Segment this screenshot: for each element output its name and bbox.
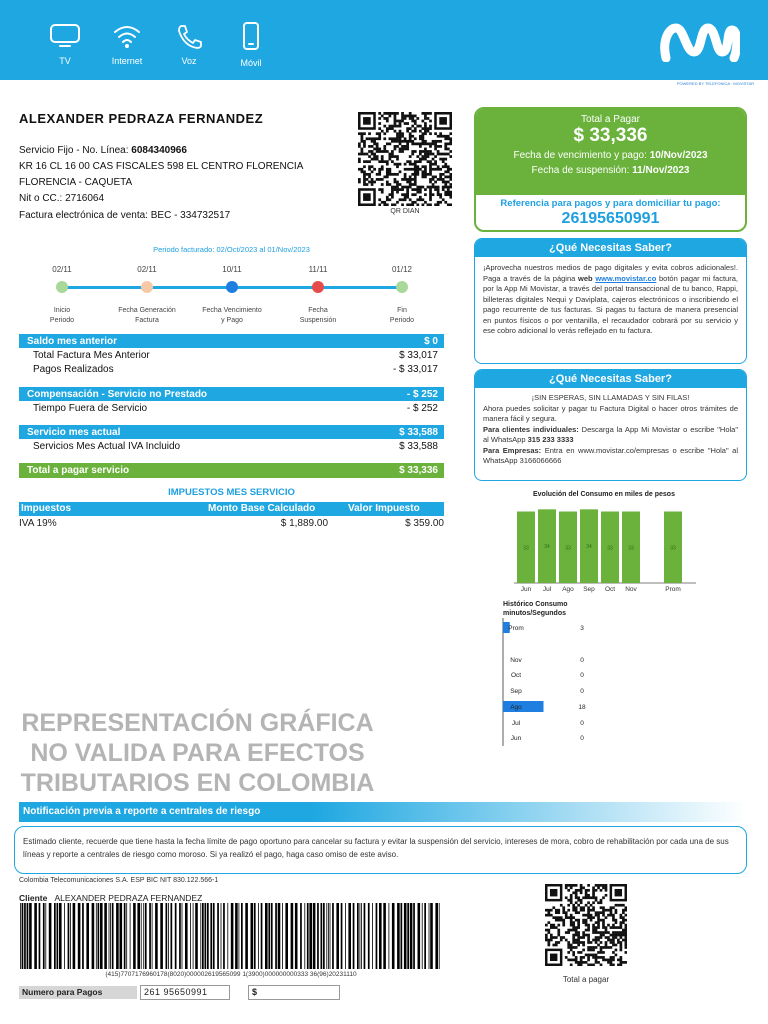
taxes-row — [19, 518, 444, 532]
minutes-category: Prom — [508, 625, 524, 632]
line-value: - $ 252 — [406, 403, 438, 414]
timeline-label: Inicio Periodo — [49, 307, 75, 324]
taxes-col-header: Valor Impuesto — [348, 503, 420, 514]
consumption-value: 33 — [670, 545, 676, 552]
movistar-site-link[interactable]: www.movistar.co — [595, 273, 657, 283]
suspension-value: 11/Nov/2023 — [632, 165, 690, 176]
consumption-chart — [500, 500, 710, 595]
info-box-body — [475, 388, 746, 473]
total-service-value: $ 33,336 — [399, 465, 438, 476]
compensacion-row — [19, 387, 444, 401]
timeline-label: Fin Periodo — [389, 307, 415, 324]
line-item — [33, 403, 438, 414]
saldo-value: $ 0 — [424, 335, 438, 347]
line-value: $ 33,017 — [399, 350, 438, 361]
consumption-chart-title: Evolución del Consumo en miles de pesos — [533, 491, 675, 498]
pay-number-label: Numero para Pagos — [19, 986, 137, 999]
service-line — [19, 145, 187, 156]
top-header-bar — [0, 0, 768, 80]
consumption-tick: Oct — [604, 586, 616, 593]
minutes-value: 0 — [580, 720, 584, 727]
client-name: ALEXANDER PEDRAZA FERNANDEZ — [54, 893, 203, 903]
payment-qr-code — [545, 884, 627, 966]
brand-tagline: POWERED BY TELEFONICA · MOVISTAR — [676, 81, 754, 86]
total-title: Total a Pagar — [581, 114, 640, 125]
client-label: Cliente — [19, 893, 48, 903]
customer-city: FLORENCIA - CAQUETA — [19, 177, 133, 188]
suspension-label: Fecha de suspensión: — [531, 165, 633, 176]
minutes-value: 0 — [580, 672, 584, 679]
minutes-chart-title: Histórico Consumo minutos/Segundos — [503, 601, 568, 617]
service-label: Móvil — [240, 58, 262, 68]
business-label: Para Empresas: — [483, 445, 542, 455]
line-label: Pagos Realizados — [33, 364, 114, 375]
line-label: Total Factura Mes Anterior — [33, 350, 150, 361]
phone-icon — [172, 22, 206, 50]
taxes-col-header: Monto Base Calculado — [208, 503, 316, 514]
timeline-label: Fecha Generación Factura — [118, 307, 176, 324]
service-label: Internet — [111, 56, 143, 66]
line-value: - $ 33,017 — [392, 364, 438, 375]
info-text: Ahora puedes solicitar y pagar tu Factura Digital o hacer otros trámites de manera fácil y segura. — [483, 403, 738, 423]
whatsapp-number[interactable]: 315 233 3333 — [527, 435, 574, 444]
minutes-category: Sep — [510, 688, 522, 695]
timeline-date: 02/11 — [52, 265, 72, 274]
amount-field[interactable]: $ — [248, 985, 340, 1000]
invoice-number: Factura electrónica de venta: BEC - 334732517 — [19, 210, 231, 221]
info-box-title: ¿Qué Necesitas Saber? — [475, 370, 746, 388]
minutes-category: Nov — [510, 657, 522, 664]
minutes-value: 3 — [580, 625, 584, 632]
info-headline: ¡SIN ESPERAS, SIN LLAMADAS Y SIN FILAS! — [531, 393, 690, 402]
customer-address: KR 16 CL 16 00 CAS FISCALES 598 EL CENTRO FLORENCIA — [19, 161, 304, 172]
taxes-title: IMPUESTOS MES SERVICIO — [168, 487, 295, 498]
info-box-payments — [474, 238, 747, 364]
watermark-line: TRIBUTARIOS EN COLOMBIA — [20, 769, 375, 797]
info-box-digital — [474, 369, 747, 481]
timeline-label: Fecha Suspensión — [299, 307, 337, 324]
taxes-header — [19, 502, 444, 516]
mobile-icon — [234, 22, 268, 52]
info-web-label: web — [578, 273, 593, 283]
service-label: Voz — [181, 56, 197, 66]
line-item — [33, 441, 438, 452]
minutes-category: Jun — [510, 735, 522, 742]
info-box-body — [475, 257, 746, 343]
tv-icon — [48, 22, 82, 50]
taxes-cell: IVA 19% — [19, 518, 57, 529]
consumption-value: 33 — [607, 545, 613, 552]
minutes-category: Oct — [510, 672, 522, 679]
watermark-notice — [20, 708, 375, 798]
timeline-label: Fecha Vencimiento y Pago — [202, 307, 262, 324]
risk-notice-body: Estimado cliente, recuerde que tiene hasta la fecha límite de pago oportuno para cancelar su factura y evitar la suspensión del servicio, intereses de mora, cobro de rehabilitación por cada una de sus líneas y reporte a centrales de riesgo como moroso. Si ya realizó el pago, haga caso omiso de este aviso. — [14, 826, 747, 874]
total-service-row — [19, 463, 444, 478]
taxes-col-header: Impuestos — [21, 503, 72, 514]
compensacion-label: Compensación - Servicio no Prestado — [27, 388, 208, 400]
billing-period: Periodo facturado: 02/Oct/2023 al 01/Nov/2023 — [153, 245, 310, 254]
line-item — [33, 350, 438, 361]
minutes-category: Ago — [510, 704, 522, 711]
timeline-date: 10/11 — [222, 265, 242, 274]
consumption-value: 33 — [523, 545, 529, 552]
total-to-pay-box — [474, 107, 747, 232]
timeline-dot — [396, 281, 408, 293]
info-box-title: ¿Qué Necesitas Saber? — [475, 239, 746, 257]
consumption-value: 33 — [565, 545, 571, 552]
service-movil[interactable] — [221, 22, 281, 68]
info-text: Descarga la App Mi Movistar o escribe "Hola" al WhatsApp — [483, 424, 738, 444]
info-text: botón pagar mi factura, por la App Mi Movistar, a través del portal transaccional de tu banco, Rappi, billeteras digitales Nequi y Daviplata, cajeros electrónicos o inscribiendo el pago recurrente de tus facturas. Si pagas tu factura de manera presencial en puntos físicos o por ventanilla, el recaudador cobrará por su servicio y ese cobro adicional lo verás reflejado en tu factura. — [483, 273, 738, 335]
minutes-chart — [500, 618, 610, 748]
line-label: Servicios Mes Actual IVA Incluido — [33, 441, 181, 452]
consumption-tick: Jun — [520, 586, 532, 593]
minutes-category: Jul — [511, 720, 521, 727]
service-tv[interactable] — [35, 22, 95, 66]
servicio-value: $ 33,588 — [399, 426, 438, 438]
consumption-value: 34 — [586, 544, 592, 551]
service-label: TV — [59, 56, 71, 66]
servicio-label: Servicio mes actual — [27, 426, 121, 438]
minutes-bar — [503, 701, 544, 712]
service-internet[interactable] — [97, 22, 157, 66]
risk-notice-title: Notificación previa a reporte a centrales de riesgo — [23, 806, 261, 817]
pay-number-field[interactable]: 261 95650991 — [140, 985, 230, 1000]
reference-number[interactable]: 26195650991 — [561, 210, 660, 227]
reference-label: Referencia para pagos y para domiciliar tu pago: — [500, 198, 721, 209]
consumption-tick: Sep — [583, 586, 595, 593]
servicio-row — [19, 425, 444, 439]
individual-label: Para clientes individuales: — [483, 424, 579, 434]
consumption-tick: Jul — [542, 586, 552, 593]
customer-name: ALEXANDER PEDRAZA FERNANDEZ — [19, 111, 264, 126]
timeline-dot — [226, 281, 238, 293]
timeline-date: 01/12 — [391, 265, 413, 274]
wifi-icon — [110, 22, 144, 50]
watermark-line: NO VALIDA PARA EFECTOS — [30, 739, 365, 767]
line-value: $ 33,588 — [399, 441, 438, 452]
suspension-date — [476, 165, 745, 176]
minutes-value: 0 — [580, 688, 584, 695]
compensacion-value: - $ 252 — [406, 388, 438, 400]
payment-qr-label: Total a pagar — [562, 975, 610, 984]
minutes-value: 18 — [578, 704, 586, 711]
movistar-logo — [660, 22, 740, 62]
saldo-label: Saldo mes anterior — [27, 335, 118, 347]
timeline-date: 11/11 — [308, 265, 328, 274]
due-date-value: 10/Nov/2023 — [649, 150, 708, 161]
timeline-dot — [141, 281, 153, 293]
timeline-dot — [56, 281, 68, 293]
service-line-label: Servicio Fijo - No. Línea: — [19, 145, 132, 156]
taxes-cell: $ 359.00 — [405, 518, 444, 529]
total-amount: $ 33,336 — [573, 125, 648, 146]
minutes-value: 0 — [580, 657, 584, 664]
timeline-dot — [312, 281, 324, 293]
total-header — [476, 109, 745, 195]
risk-notice-bar — [19, 802, 747, 822]
qr-dian-label: QR DIAN — [390, 208, 420, 215]
timeline-date: 02/11 — [137, 265, 157, 274]
consumption-value: 33 — [628, 545, 634, 552]
footer-client — [19, 893, 202, 903]
qr-dian-code — [358, 112, 452, 206]
line-item — [33, 364, 438, 375]
total-service-label: Total a pagar servicio — [27, 465, 130, 476]
payment-barcode — [20, 903, 442, 969]
consumption-value: 34 — [544, 544, 550, 551]
consumption-tick: Nov — [625, 586, 637, 593]
taxes-cell: $ 1,889.00 — [280, 518, 328, 529]
info-text: ¡Aprovecha nuestros medios de pago digitales y evita cobros adicionales!. Paga a través de la página — [483, 263, 738, 283]
info-text: Entra en www.movistar.co/empresas o escribe "Hola" al WhatsApp 3166066666 — [483, 445, 738, 465]
watermark-line: REPRESENTACIÓN GRÁFICA — [21, 709, 374, 737]
service-voz[interactable] — [159, 22, 219, 66]
customer-nit: Nit o CC.: 2716064 — [19, 193, 105, 204]
company-info: Colombia Telecomunicaciones S.A. ESP BIC NIT 830.122.566-1 — [19, 877, 219, 884]
service-line-number: 6084340966 — [131, 145, 187, 156]
line-label: Tiempo Fuera de Servicio — [33, 403, 148, 414]
consumption-tick: Ago — [562, 586, 574, 593]
consumption-tick: Prom — [665, 586, 681, 593]
minutes-value: 0 — [580, 735, 584, 742]
due-date — [476, 150, 745, 161]
saldo-row — [19, 334, 444, 348]
payment-reference — [476, 198, 745, 228]
barcode-text: (415)7707176960178(8020)000002619565099 1(3900)000000000333 36(96)20231110 — [105, 971, 357, 978]
due-date-label: Fecha de vencimiento y pago: — [513, 150, 650, 161]
